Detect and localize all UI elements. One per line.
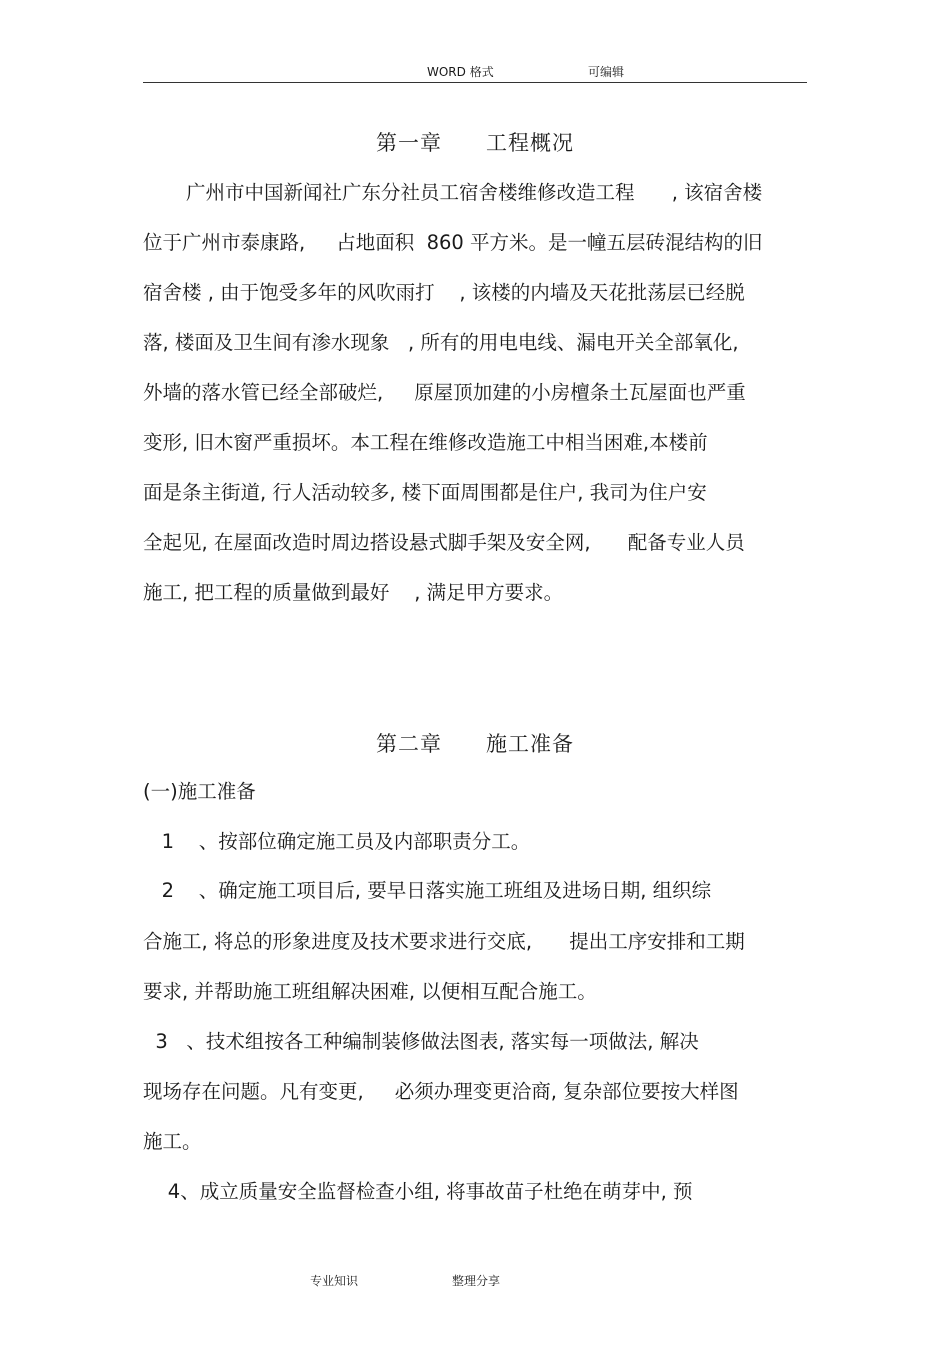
chapter2-line: 要求, 并帮助施工班组解决困难, 以便相互配合施工。 [143,980,597,1003]
chapter2-line: 1 、按部位确定施工员及内部职责分工。 [143,830,531,853]
chapter1-number: 第一章 [376,131,442,155]
header-left-text: WORD 格式 [427,65,494,79]
chapter1-line: 外墙的落水管已经全部破烂, 原屋顶加建的小房檀条土瓦屋面也严重 [143,381,746,404]
chapter1-line: 全起见, 在屋面改造时周边搭设悬式脚手架及安全网, 配备专业人员 [143,531,745,554]
chapter1-line: 宿舍楼 , 由于饱受多年的风吹雨打 , 该楼的内墙及天花批荡层已经脱 [143,281,745,304]
chapter2-title: 施工准备 [486,732,574,756]
chapter2-number: 第二章 [376,732,442,756]
chapter2-line: 施工。 [143,1130,202,1153]
page-header [143,60,807,83]
footer-right-text: 整理分享 [452,1274,501,1288]
chapter1-line: 广州市中国新闻社广东分社员工宿舍楼维修改造工程 , 该宿舍楼 [186,181,763,204]
chapter2-line: 现场存在问题。凡有变更, 必须办理变更洽商, 复杂部位要按大样图 [143,1080,739,1103]
chapter1-title: 工程概况 [486,131,574,155]
chapter2-line: 4、成立质量安全监督检查小组, 将事故苗子杜绝在萌芽中, 预 [143,1180,693,1203]
chapter2-line: 2 、确定施工项目后, 要早日落实施工班组及进场日期, 组织综 [143,879,712,902]
chapter1-line: 面是条主街道, 行人活动较多, 楼下面周围都是住户, 我司为住户安 [143,481,707,504]
chapter1-line: 位于广州市泰康路, 占地面积 860 平方米。是一幢五层砖混结构的旧 [143,231,763,254]
chapter2-line: 3 、技术组按各工种编制装修做法图表, 落实每一项做法, 解决 [143,1030,699,1053]
header-right-text: 可编辑 [588,65,625,79]
chapter1-line: 施工, 把工程的质量做到最好 , 满足甲方要求。 [143,581,564,604]
section-heading: (一)施工准备 [143,780,256,803]
chapter2-line: 合施工, 将总的形象进度及技术要求进行交底, 提出工序安排和工期 [143,930,745,953]
chapter1-heading [143,127,807,157]
chapter2-heading [143,728,807,758]
chapter1-line: 落, 楼面及卫生间有渗水现象 , 所有的用电电线、漏电开关全部氧化, [143,331,739,354]
footer-left-text: 专业知识 [310,1274,359,1288]
chapter1-line: 变形, 旧木窗严重损坏。本工程在维修改造施工中相当困难,本楼前 [143,431,708,454]
